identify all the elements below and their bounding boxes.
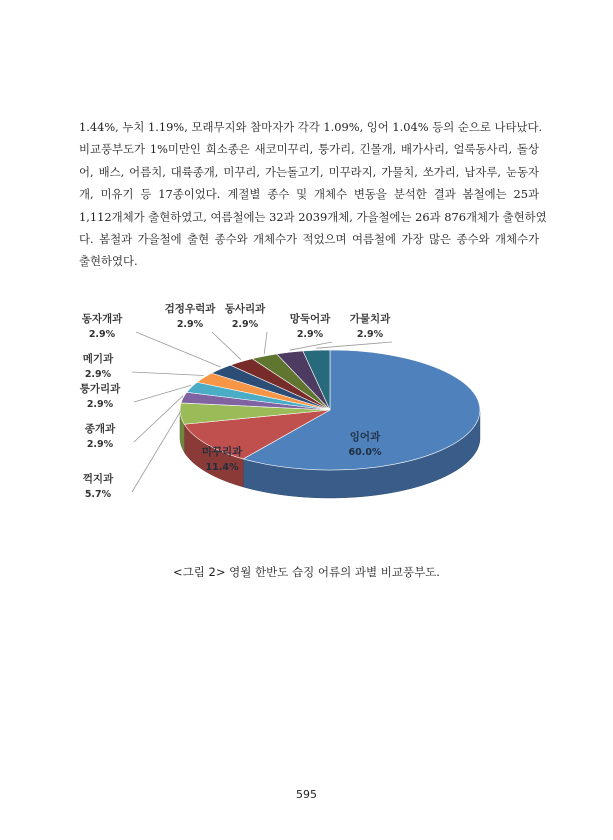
paragraph-line: 개, 미유기 등 17종이었다. 계절별 종수 및 개체수 변동을 분석한 결과 봄철에는 25과 bbox=[79, 187, 539, 202]
slice-name-label: 검정우럭과 bbox=[164, 303, 216, 315]
paragraph-line: 1.44%, 누치 1.19%, 모래무지와 참마자가 각각 1.09%, 잉어 1.04% 등의 순으로 나타났다. bbox=[79, 120, 543, 134]
slice-value-label: 2.9% bbox=[86, 399, 114, 410]
slice-name-label: 가물치과 bbox=[349, 313, 391, 325]
slice-name-label: 미꾸리과 bbox=[201, 446, 243, 458]
leader-line bbox=[264, 332, 267, 354]
family-abundance-pie-chart bbox=[60, 300, 560, 540]
figure-caption: <그림 2> 영월 한반도 습징 어류의 과별 비교풍부도. bbox=[173, 565, 440, 579]
slice-name-label: 메기과 bbox=[82, 353, 114, 365]
slice-value-label: 2.9% bbox=[88, 329, 116, 340]
slice-name-label: 종개과 bbox=[84, 423, 116, 435]
slice-value-label: 2.9% bbox=[356, 329, 384, 340]
paragraph-line: 출현하였다. bbox=[79, 254, 138, 269]
slice-name-label: 동사리과 bbox=[224, 303, 266, 315]
body-paragraph bbox=[79, 116, 547, 273]
slice-value-label: 2.9% bbox=[86, 439, 114, 450]
slice-name-label: 동자개과 bbox=[81, 313, 123, 325]
paragraph-line: 비교풍부도가 1%미만인 희소종은 새코미꾸리, 퉁가리, 긴몰개, 배가사리, 얼룩동사리, 돌상 bbox=[79, 142, 539, 157]
leader-line bbox=[132, 372, 204, 376]
leader-line bbox=[136, 332, 221, 367]
pie-label bbox=[79, 382, 192, 410]
slice-value-label: 5.7% bbox=[84, 489, 112, 500]
slice-value-label: 2.9% bbox=[296, 329, 324, 340]
pie-label bbox=[290, 312, 332, 350]
leader-line bbox=[212, 332, 241, 360]
slice-name-label: 망둑어과 bbox=[289, 313, 331, 325]
slice-name-label: 꺽지과 bbox=[82, 473, 114, 485]
page-number: 595 bbox=[296, 788, 317, 801]
slice-value-label: 2.9% bbox=[231, 319, 259, 330]
slice-value-label: 2.9% bbox=[176, 319, 204, 330]
slice-name-label: 잉어과 bbox=[349, 431, 381, 443]
pie-label bbox=[224, 302, 267, 354]
leader-line bbox=[290, 342, 332, 350]
slice-value-label: 2.9% bbox=[84, 369, 112, 380]
slice-name-label: 퉁가리과 bbox=[79, 383, 121, 395]
slice-value-label: 11.4% bbox=[205, 462, 239, 473]
paragraph-line: 다. 봄철과 가을철에 출현 종수와 개체수가 적었으며 여름철에 가장 많은 종수와 개체수가 bbox=[79, 232, 539, 247]
paragraph-line: 1,112개체가 출현하였고, 여름철에는 32과 2039개체, 가을철에는 26과 876개체가 출현하였 bbox=[79, 209, 547, 224]
leader-line bbox=[132, 412, 180, 492]
slice-value-label: 60.0% bbox=[348, 447, 382, 458]
pie-label bbox=[83, 352, 204, 380]
paragraph-line: 어, 배스, 어름치, 대륙종개, 미꾸리, 가는돌고기, 미꾸라지, 가물치, 쏘가리, 납자루, 눈동자 bbox=[79, 164, 539, 179]
